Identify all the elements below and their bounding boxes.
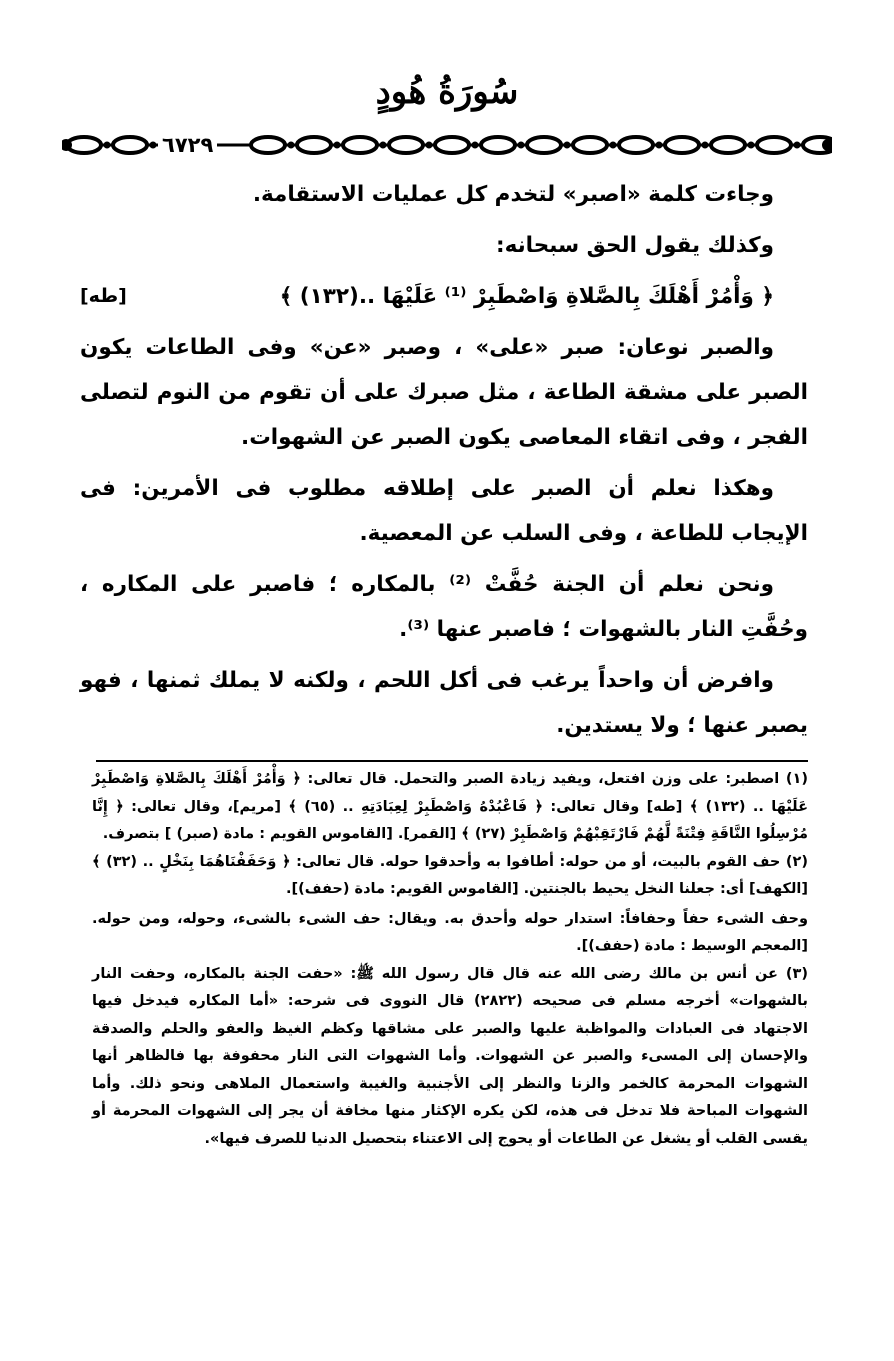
border-dot [104,142,111,149]
border-link [297,137,331,153]
border-link [757,137,791,153]
border-link [251,137,285,153]
border-dot [150,142,157,149]
border-dot [656,142,663,149]
border-link [619,137,653,153]
paragraph-2: وكذلك يقول الحق سبحانه: [495,233,774,258]
border-dot [794,142,801,149]
border-link [389,137,423,153]
verse-reference: [طه] [80,285,127,307]
border-link [665,137,699,153]
paragraph-6: وافرض أن واحداً يرغب فى أكل اللحم ، ولكنه لا يملك ثمنها ، فهو يصبر عنها ؛ ولا يستدين. [80,668,808,738]
border-dot [288,142,295,149]
border-link [481,137,515,153]
border-dot [564,142,571,149]
border-link [711,137,745,153]
main-text [80,172,808,754]
border-dot [518,142,525,149]
border-dot [380,142,387,149]
border-link [343,137,377,153]
border-link [113,137,147,153]
border-dot [426,142,433,149]
quran-verse [80,274,808,319]
border-dot [702,142,709,149]
paragraph-5: ونحن نعلم أن الجنة حُفَّتْ ⁽²⁾ بالمكاره ؛ فاصبر على المكاره ، وحُفَّتِ النار بالشهوات ؛ فاصبر عنها ⁽³⁾. [80,572,808,642]
paragraph-4: وهكذا نعلم أن الصبر على إطلاقه مطلوب فى الأمرين: فى الإيجاب للطاعة ، وفى السلب عن المعصية. [80,476,808,546]
footnote-2: (٢) حف القوم بالبيت، أو من حوله: أطافوا به وأحدقوا حوله. قال تعالى: ﴿ وَحَفَفْنَاهُمَا بِنَخْلٍ .. (٣٢) ﴾ [الكهف] أى: جعلنا النخل يحيط بالجنتين. [القاموس القويم: مادة (حفف)]. [92,853,809,897]
footnotes [92,766,808,1153]
paragraph-3: والصبر نوعان: صبر «على» ، وصبر «عن» وفى الطاعات يكون الصبر على مشقة الطاعة ، مثل صبرك على أن تقوم من النوم لتصلى الفجر ، وفى اتقاء المعاصى يكون الصبر عن الشهوات. [80,335,808,450]
border-link [527,137,561,153]
footnote-1: (١) اصطبر: على وزن افتعل، ويفيد زيادة الصبر والتحمل. قال تعالى: ﴿ وَأْمُرْ أَهْلَكَ بِالصَّلاةِ وَاصْطَبِرْ عَلَيْهَا .. (١٣٢) ﴾ [طه] وقال تعالى: ﴿ فَاعْبُدْهُ وَاصْطَبِرْ لِعِبَادَتِهِ .. (٦٥) ﴾ [مريم]، وقال تعالى: ﴿ إِنَّا مُرْسِلُوا النَّاقَةِ فِتْنَةً لَّهُمْ فَارْتَقِبْهُمْ وَاصْطَبِرْ (٢٧) ﴾ [القمر]. [القاموس القويم : مادة (صبر) ] بتصرف. [92,771,809,842]
surah-title: سُورَةُ هُودٍ [375,72,519,112]
border-dot [472,142,479,149]
border-dot [748,142,755,149]
border-link [573,137,607,153]
border-dot [334,142,341,149]
footnote-3: (٣) عن أنس بن مالك رضى الله عنه قال قال رسول الله ﷺ: «حفت الجنة بالمكاره، وحفت النار بالشهوات» أخرجه مسلم فى صحيحه (٢٨٢٢) قال النووى فى شرحه: «أما المكاره فيدخل فيها الاجتهاد فى العبادات والمواظبة عليها والصبر على مشاقها وكظم الغيظ والعفو والحلم والصدقة والإحسان إلى المسىء والصبر عن الشهوات. وأما الشهوات التى النار محفوفة بها فالظاهر أنها الشهوات المحرمة كالخمر والزنا والنظر إلى الأجنبية والغيبة واستعمال الملاهى ونحو ذلك. وأما الشهوات المباحة فلا تدخل فى هذه، لكن يكره الإكثار منها مخافة أن يجر إلى الشهوات المحرمة أو يقسى القلب أو يشغل عن الطاعات أو يحوج إلى الاعتناء بتحصيل الدنيا للصرف فيها». [92,965,808,1147]
verse-text: ﴿ وَأْمُرْ أَهْلَكَ بِالصَّلاةِ وَاصْطَبِرْ ⁽¹⁾ عَلَيْهَا ..(١٣٢) ﴾ [279,284,774,309]
footnote-2-continuation: وحف الشىء حفاً وحفافاً: استدار حوله وأحدق به. ويقال: حف الشىء بالشىء، وحوله، ومن حوله. [المعجم الوسيط : مادة (حفف)]. [92,910,808,954]
border-link [435,137,469,153]
page-number: ٦٧٢٩ [158,130,217,160]
border-link [67,137,101,153]
paragraph-1: وجاءت كلمة «اصبر» لتخدم كل عمليات الاستقامة. [252,182,774,207]
border-dot [610,142,617,149]
footnote-divider [96,760,808,762]
